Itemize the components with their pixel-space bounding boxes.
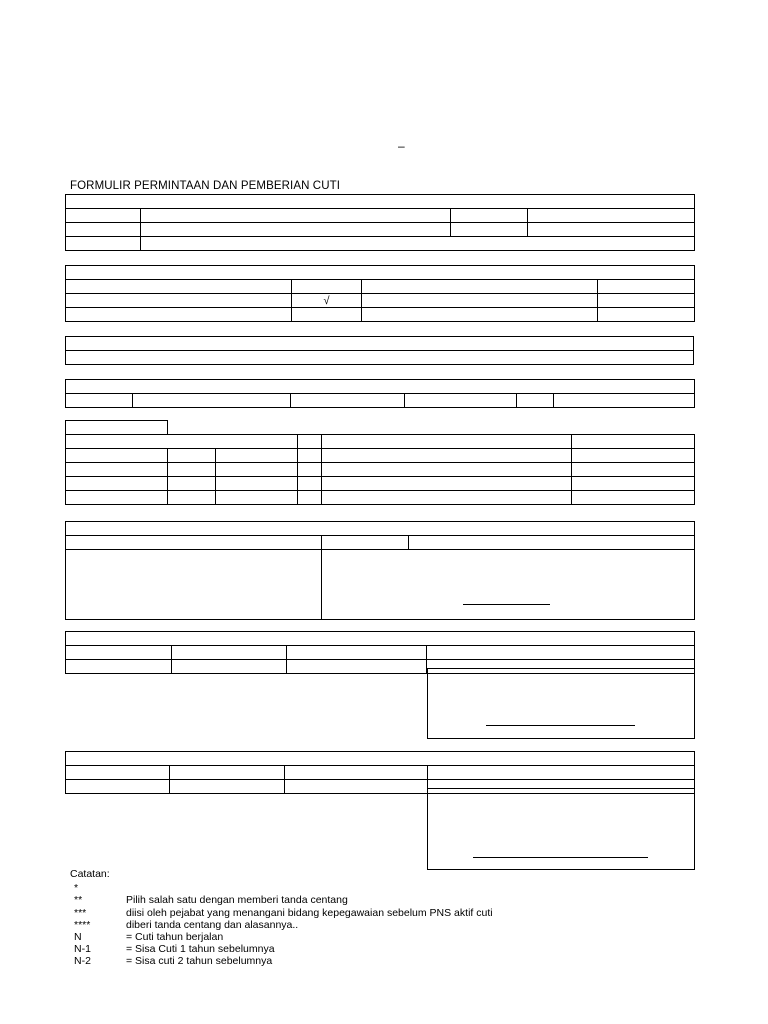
notes-heading: Catatan: (70, 868, 110, 880)
table-row (66, 632, 695, 646)
table-row (66, 752, 695, 766)
leave-option-cell (322, 435, 572, 449)
address-label-cell (66, 536, 322, 550)
option-cell[interactable] (170, 766, 285, 780)
note-text: diisi oleh pejabat yang menangani bidang kepegawaian sebelum PNS aktif cuti (126, 906, 493, 919)
option-cell[interactable] (172, 646, 287, 660)
label-cell (451, 223, 528, 237)
value-cell[interactable] (572, 435, 695, 449)
option-cell[interactable] (172, 660, 287, 674)
leave-option-cell (322, 491, 572, 505)
label-cell (66, 237, 141, 251)
phone-label-cell (322, 536, 409, 550)
table-row (66, 550, 695, 620)
value-cell[interactable] (405, 394, 517, 408)
note-cell[interactable] (216, 491, 298, 505)
year-cell (66, 463, 168, 477)
table-row (66, 435, 695, 449)
check-cell[interactable] (292, 308, 362, 322)
option-cell[interactable] (285, 766, 428, 780)
section-header-cell (66, 632, 695, 646)
remaining-cell[interactable] (168, 477, 216, 491)
label-cell (66, 223, 141, 237)
table-row (66, 449, 695, 463)
leave-address-table (65, 521, 695, 620)
table-row (66, 195, 695, 209)
value-cell[interactable] (528, 209, 695, 223)
annual-leave-header-cell (66, 435, 298, 449)
value-cell[interactable] (141, 223, 451, 237)
table-row (66, 463, 695, 477)
section-header-cell (66, 380, 695, 394)
option-cell[interactable] (287, 646, 427, 660)
blank-cell (168, 421, 695, 435)
check-cell[interactable] (598, 308, 695, 322)
check-cell[interactable] (598, 294, 695, 308)
note-key: N-2 (74, 955, 91, 968)
value-cell[interactable] (133, 394, 291, 408)
table-row (66, 351, 694, 365)
value-cell[interactable] (572, 491, 695, 505)
note-item (70, 919, 493, 931)
table-row (66, 380, 695, 394)
dash-mark: – (398, 139, 405, 153)
option-cell[interactable] (287, 660, 427, 674)
reason-input-cell[interactable] (66, 351, 694, 365)
label-cell (451, 209, 528, 223)
form-title: FORMULIR PERMINTAAN DAN PEMBERIAN CUTI (70, 180, 341, 192)
address-input-cell[interactable] (66, 550, 322, 620)
check-cell[interactable] (598, 280, 695, 294)
check-cell[interactable] (292, 280, 362, 294)
note-text: = Sisa Cuti 1 tahun sebelumnya (126, 943, 275, 956)
year-cell (66, 449, 168, 463)
table-row (66, 308, 695, 322)
value-cell[interactable] (572, 477, 695, 491)
note-key: ** (74, 894, 83, 907)
leave-option-cell (322, 449, 572, 463)
value-cell[interactable] (572, 463, 695, 477)
year-cell (66, 477, 168, 491)
table-row (66, 209, 695, 223)
signature-line (486, 725, 635, 726)
section-header-cell (66, 752, 695, 766)
option-cell[interactable] (170, 780, 285, 794)
table-row (66, 394, 695, 408)
remaining-cell[interactable] (168, 463, 216, 477)
table-row (66, 237, 695, 251)
value-cell[interactable] (141, 237, 695, 251)
note-key: **** (74, 918, 91, 931)
signature-line (473, 857, 648, 858)
remaining-cell[interactable] (168, 449, 216, 463)
table-row (66, 223, 695, 237)
note-key: *** (74, 906, 87, 919)
leave-type-table (65, 265, 695, 322)
note-key: N-1 (74, 943, 91, 956)
table-row (66, 522, 695, 536)
leave-option-cell (66, 280, 292, 294)
section-header-cell (66, 421, 168, 435)
option-cell[interactable] (427, 646, 695, 660)
check-mark[interactable]: √ (292, 294, 362, 308)
note-cell[interactable] (216, 477, 298, 491)
check-cell[interactable] (298, 463, 322, 477)
note-item (70, 907, 493, 919)
leave-reason-table (65, 336, 694, 365)
note-item (70, 931, 493, 943)
note-text: = Sisa cuti 2 tahun sebelumnya (126, 955, 273, 968)
leave-option-cell (322, 477, 572, 491)
label-cell (66, 394, 133, 408)
remaining-cell[interactable] (168, 491, 216, 505)
value-cell[interactable] (572, 449, 695, 463)
leave-option-cell (66, 308, 292, 322)
label-cell (517, 394, 554, 408)
value-cell[interactable] (554, 394, 695, 408)
table-row (66, 266, 695, 280)
supervisor-signature-box[interactable] (427, 668, 695, 739)
value-cell[interactable] (141, 209, 451, 223)
value-cell[interactable] (528, 223, 695, 237)
note-item (70, 955, 493, 967)
option-cell[interactable] (66, 660, 172, 674)
leave-duration-table (65, 379, 695, 408)
section-header-cell (66, 266, 695, 280)
table-row (66, 421, 695, 435)
note-key: N (74, 931, 82, 944)
note-item (70, 882, 493, 894)
note-cell[interactable] (216, 449, 298, 463)
table-row (66, 646, 695, 660)
label-cell (291, 394, 405, 408)
leave-notes-table (65, 420, 695, 505)
option-cell[interactable] (66, 646, 172, 660)
section-header-cell (66, 195, 695, 209)
leave-option-cell (362, 308, 598, 322)
note-cell[interactable] (216, 463, 298, 477)
signature-cell[interactable] (322, 550, 695, 620)
leave-option-cell (322, 463, 572, 477)
table-row (66, 536, 695, 550)
year-cell (66, 491, 168, 505)
section-header-cell (66, 522, 695, 536)
phone-value-cell[interactable] (409, 536, 695, 550)
leave-option-cell (66, 294, 292, 308)
signature-line (463, 604, 550, 605)
check-cell[interactable] (298, 435, 322, 449)
note-text: Pilih salah satu dengan memberi tanda centang (126, 894, 348, 907)
label-cell (66, 209, 141, 223)
note-item (70, 943, 493, 955)
option-cell[interactable] (285, 780, 428, 794)
option-cell[interactable] (66, 766, 170, 780)
note-item (70, 894, 493, 906)
note-text: diberi tanda centang dan alasannya.. (126, 918, 299, 931)
leave-option-cell (362, 280, 598, 294)
section-header-cell (66, 337, 694, 351)
employee-data-table (65, 194, 695, 251)
table-row (66, 477, 695, 491)
table-row (66, 766, 695, 780)
table-row (66, 491, 695, 505)
check-cell[interactable] (298, 491, 322, 505)
table-row (66, 337, 694, 351)
option-cell[interactable] (66, 780, 170, 794)
option-cell[interactable] (428, 766, 695, 780)
check-cell[interactable] (298, 449, 322, 463)
leave-option-cell (362, 294, 598, 308)
table-row (66, 294, 695, 308)
table-row (66, 280, 695, 294)
notes-section (70, 868, 493, 968)
check-cell[interactable] (298, 477, 322, 491)
note-key: * (74, 882, 79, 895)
note-text: = Cuti tahun berjalan (126, 931, 224, 944)
